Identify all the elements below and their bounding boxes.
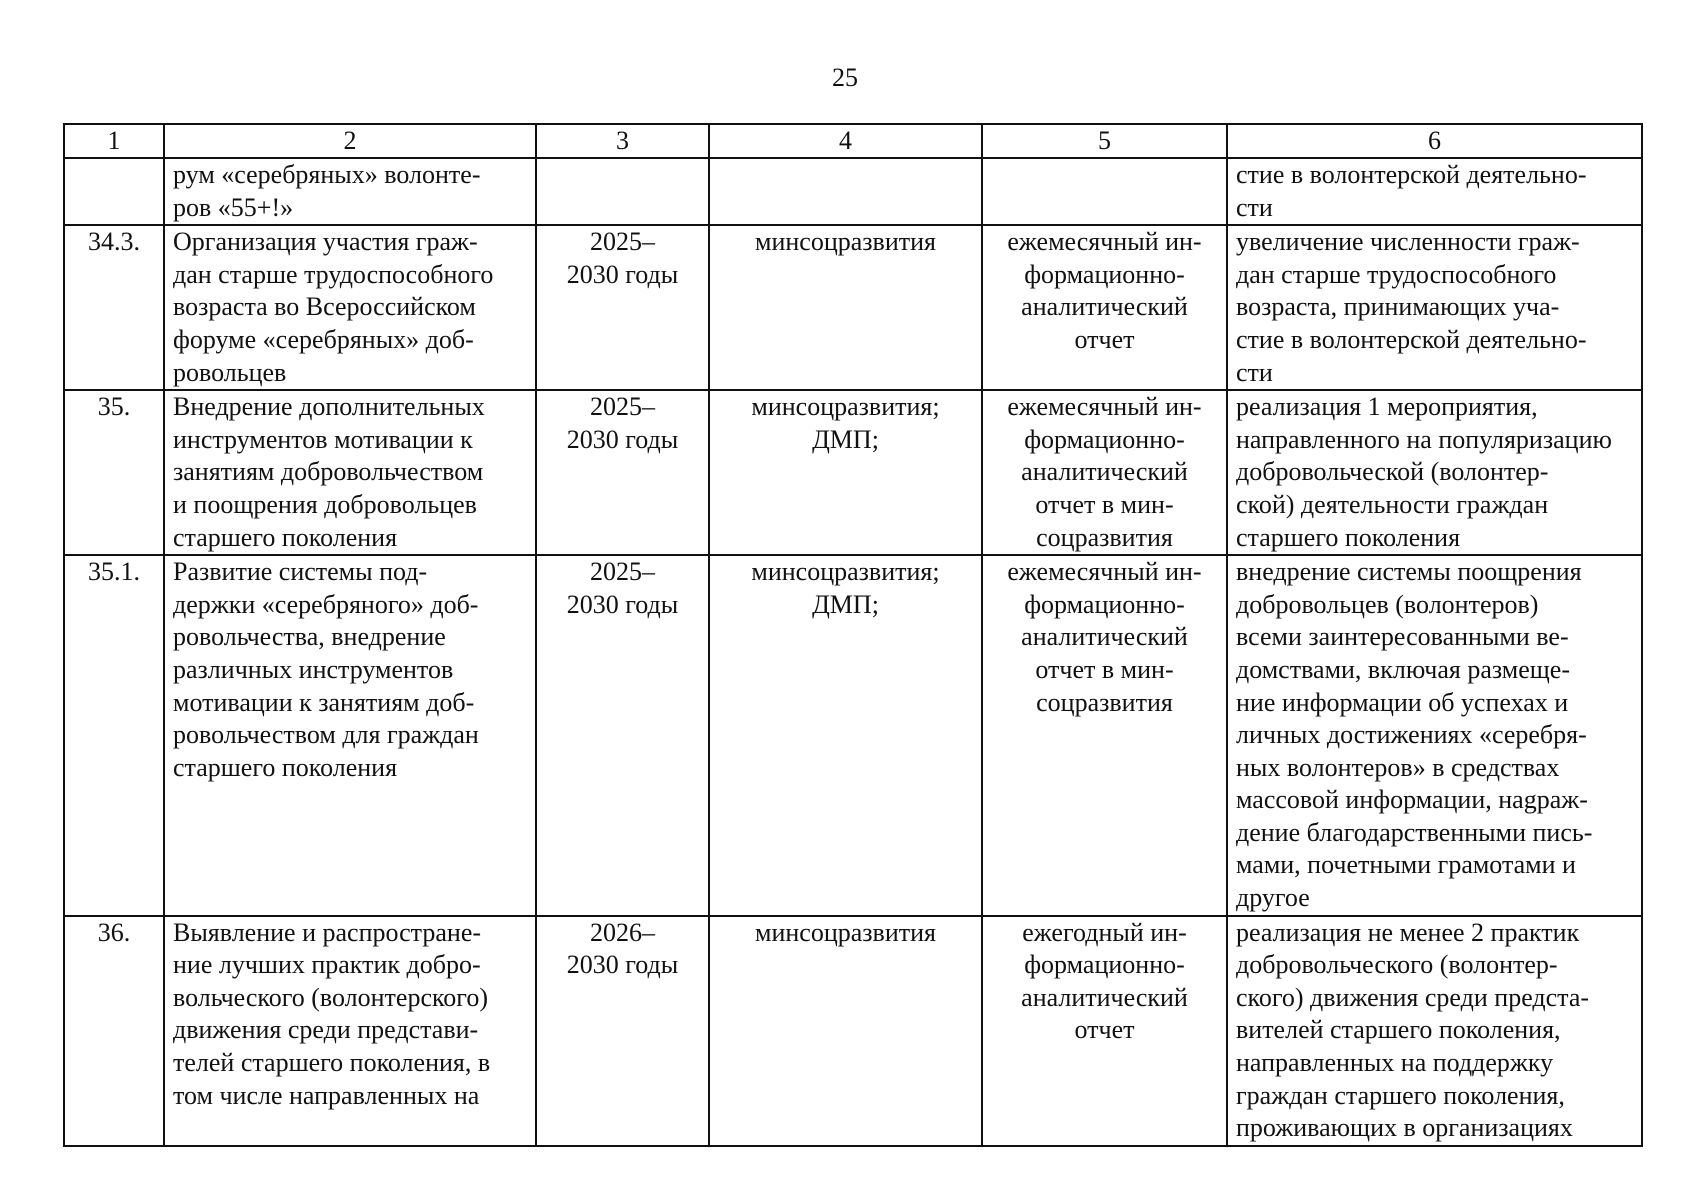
measure-name: рум «серебряных» волонте- ров «55+!»	[164, 158, 536, 225]
expected-result: увеличение численности граж- дан старше трудоспособного возраста, принимающих уча- стие в волонтерской деятельно- сти	[1227, 225, 1642, 390]
row-number: 34.3.	[64, 225, 164, 390]
expected-result: реализация не менее 2 практик добровольческого (волонтер- ского) движения среди предста- вителей старшего поколения, направленных на поддержку граждан старшего поколения, проживающих в организациях	[1227, 916, 1642, 1146]
term	[536, 158, 709, 225]
executor	[709, 158, 982, 225]
row-number: 35.1.	[64, 555, 164, 916]
measure-name: Организация участия граж- дан старше трудоспособного возраста во Всероссийском форуме «серебряных» доб- ровольцев	[164, 225, 536, 390]
row-number	[64, 158, 164, 225]
table-row	[64, 390, 1642, 555]
report-form: ежемесячный ин- формационно- аналитический отчет в мин- соцразвития	[982, 390, 1227, 555]
term: 2025– 2030 годы	[536, 225, 709, 390]
row-number: 35.	[64, 390, 164, 555]
measure-name: Внедрение дополнительных инструментов мотивации к занятиям добровольчеством и поощрения добровольцев старшего поколения	[164, 390, 536, 555]
table-row	[64, 916, 1642, 1146]
executor: минсоцразвития; ДМП;	[709, 390, 982, 555]
header-col-1: 1	[64, 124, 164, 158]
header-col-5: 5	[982, 124, 1227, 158]
measure-name: Выявление и распростране- ние лучших практик добро- вольческого (волонтерского) движения среди представи- телей старшего поколения, в том числе направленных на	[164, 916, 536, 1146]
header-col-6: 6	[1227, 124, 1642, 158]
table-row	[64, 158, 1642, 225]
table-row	[64, 225, 1642, 390]
executor: минсоцразвития; ДМП;	[709, 555, 982, 916]
header-row	[64, 124, 1642, 158]
term: 2025– 2030 годы	[536, 390, 709, 555]
expected-result: стие в волонтерской деятельно- сти	[1227, 158, 1642, 225]
term: 2026– 2030 годы	[536, 916, 709, 1146]
measure-name: Развитие системы под- держки «серебряного» доб- ровольчества, внедрение различных инструментов мотивации к занятиям доб- ровольчеством для граждан старшего поколения	[164, 555, 536, 916]
term: 2025– 2030 годы	[536, 555, 709, 916]
header-col-4: 4	[709, 124, 982, 158]
header-col-2: 2	[164, 124, 536, 158]
header-col-3: 3	[536, 124, 709, 158]
expected-result: реализация 1 мероприятия, направленного на популяризацию добровольческой (волонтер- ской) деятельности граждан старшего поколения	[1227, 390, 1642, 555]
report-form: ежемесячный ин- формационно- аналитический отчет в мин- соцразвития	[982, 555, 1227, 916]
expected-result: внедрение системы поощрения добровольцев (волонтеров) всеми заинтересованными ве- домствами, включая размеще- ние информации об успехах и личных достижениях «серебря- ных волонтеров» в средствах массовой информации, нagраж- дение благодарственными пись- мами, почетными грамотами и другое	[1227, 555, 1642, 916]
report-form: ежегодный ин- формационно- аналитический отчет	[982, 916, 1227, 1146]
row-number: 36.	[64, 916, 164, 1146]
executor: минсоцразвития	[709, 916, 982, 1146]
report-form	[982, 158, 1227, 225]
report-form: ежемесячный ин- формационно- аналитический отчет	[982, 225, 1227, 390]
executor: минсоцразвития	[709, 225, 982, 390]
page-number: 25	[832, 63, 858, 92]
plan-table	[63, 123, 1643, 1147]
table-row	[64, 555, 1642, 916]
